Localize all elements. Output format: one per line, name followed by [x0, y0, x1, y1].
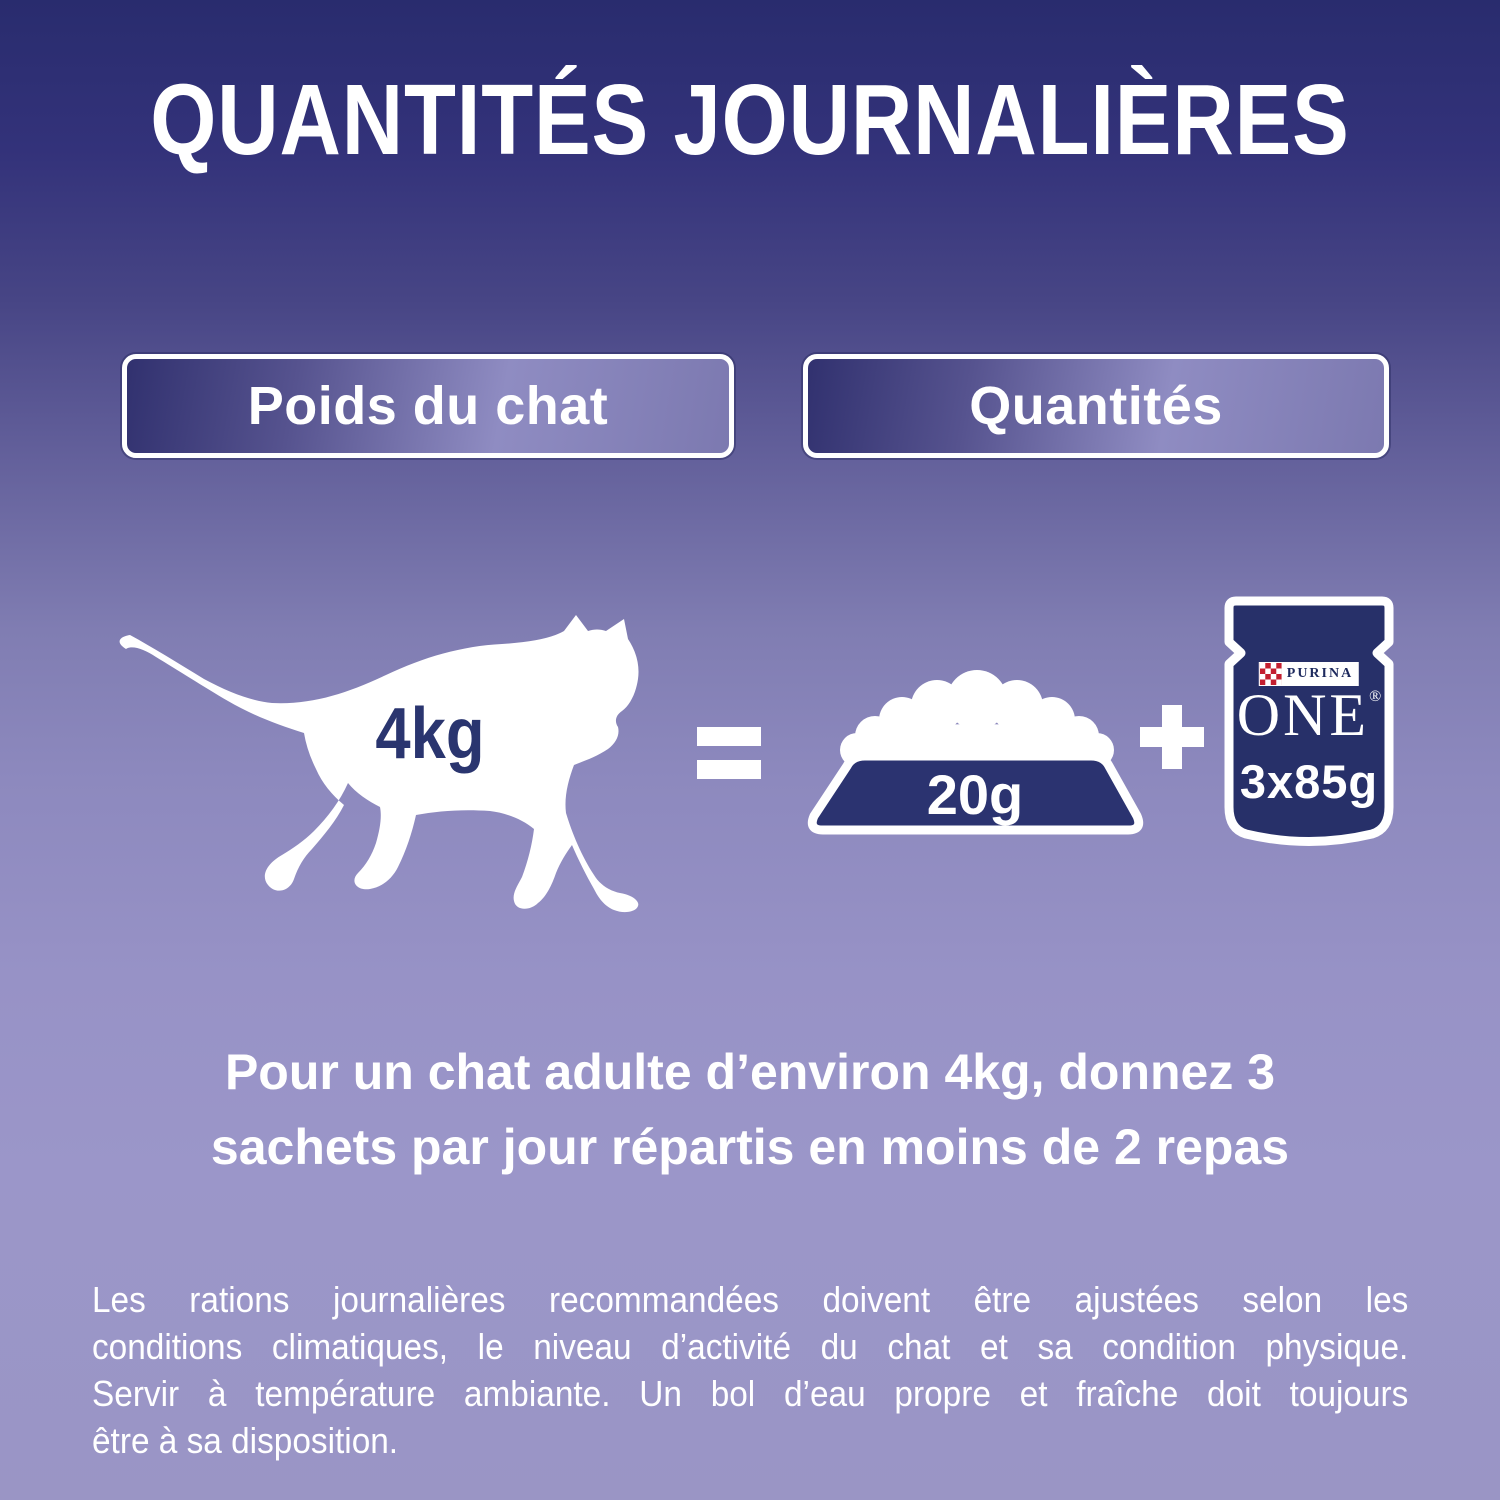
- column-header-quantities: [803, 354, 1389, 458]
- pouch-icon: [1220, 594, 1398, 852]
- equals-bar: [697, 727, 761, 746]
- footnote: [92, 1276, 1408, 1464]
- plus-icon: [1140, 705, 1204, 769]
- footnote-line: Les rations journalières recommandées doivent être ajustées selon les: [92, 1279, 1409, 1320]
- one-wordmark: [1220, 684, 1398, 746]
- footnote-line: conditions climatiques, le niveau d’activité du chat et sa condition physique.: [92, 1326, 1409, 1367]
- purina-wordmark: PURINA: [1282, 663, 1358, 685]
- column-header-label: Quantités: [969, 376, 1223, 436]
- kibble-bowl-icon: [795, 660, 1160, 845]
- pouch-label: [1220, 594, 1398, 852]
- pouch-pack-size: 3x85g: [1239, 755, 1379, 808]
- cat-weight-label: 4kg: [375, 694, 485, 774]
- column-header-label: Poids du chat: [247, 376, 609, 436]
- serving-recommendation-line: Pour un chat adulte d’environ 4kg, donnez 3: [224, 1044, 1276, 1100]
- serving-recommendation: [0, 1035, 1500, 1185]
- plus-bar: [1162, 705, 1182, 769]
- page-title: QUANTITÉS JOURNALIÈRES: [150, 64, 1350, 176]
- equals-bar: [697, 760, 761, 779]
- dry-food-amount-label: 20g: [926, 763, 1024, 826]
- cat-icon: [100, 613, 660, 915]
- column-header-cat-weight: [122, 354, 734, 458]
- footnote-line: Servir à température ambiante. Un bol d’eau propre et fraîche doit toujours: [92, 1373, 1409, 1414]
- one-text: ONE: [1236, 682, 1370, 748]
- serving-recommendation-line: sachets par jour répartis en moins de 2 repas: [210, 1119, 1290, 1175]
- footnote-line: être à sa disposition.: [92, 1420, 399, 1461]
- equals-icon: [697, 727, 761, 779]
- registered-mark: ®: [1369, 688, 1382, 705]
